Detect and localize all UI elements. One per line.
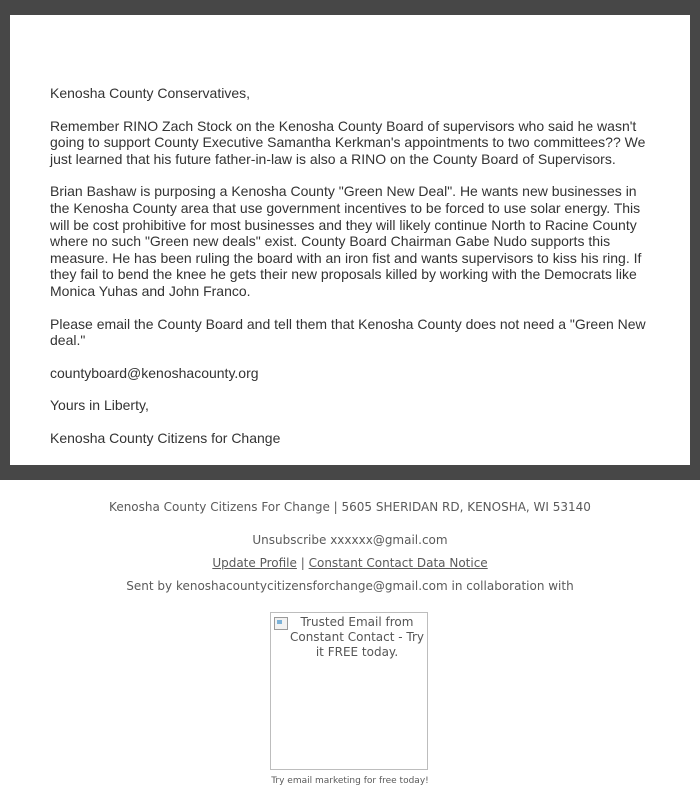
email-message: [50, 85, 652, 463]
unsubscribe-email: xxxxxx@gmail.com: [330, 533, 448, 547]
tagline: Try email marketing for free today!: [271, 776, 429, 786]
email-footer: [0, 480, 700, 810]
sent-by-suffix: in collaboration with: [451, 579, 574, 593]
constant-contact-badge[interactable]: [270, 612, 428, 770]
email-body-card: [10, 15, 690, 465]
signature: Kenosha County Citizens for Change: [50, 429, 281, 446]
update-profile-link[interactable]: Update Profile: [212, 556, 297, 570]
badge-alt-text: Trusted Email from Constant Contact - Try it FREE today.: [289, 615, 424, 659]
unsubscribe-line: [0, 533, 700, 547]
sent-by-line: [0, 579, 700, 593]
unsubscribe-link[interactable]: Unsubscribe: [252, 533, 327, 547]
paragraph-rino: Remember RINO Zach Stock on the Kenosha County Board of supervisors who said he wasn't going to support County Executive Samantha Kerkman's appointments to two committees?? We just learned that his future father-in-law is also a RINO on the County Board of Supervisors.: [50, 117, 646, 167]
contact-email: countyboard@kenoshacounty.org: [50, 364, 259, 381]
footer-links: [0, 556, 700, 570]
data-notice-link[interactable]: Constant Contact Data Notice: [308, 556, 488, 570]
sender-email: kenoshacountycitizensforchange@gmail.com: [175, 579, 448, 593]
sent-by-prefix: Sent by: [126, 579, 173, 593]
salutation: Kenosha County Conservatives,: [50, 85, 250, 101]
closing: Yours in Liberty,: [50, 397, 149, 414]
broken-image-icon: [274, 617, 288, 630]
paragraph-call-to-action: Please email the County Board and tell them that Kenosha County does not need a "Green New deal.": [50, 315, 646, 349]
link-separator: |: [300, 556, 305, 570]
sender-address: Kenosha County Citizens For Change | 5605 SHERIDAN RD, KENOSHA, WI 53140: [109, 500, 591, 514]
paragraph-green-new-deal: Brian Bashaw is purposing a Kenosha County "Green New Deal". He wants new businesses in the Kenosha County area that use government incentives to be forced to use solar energy. This will be cost prohibitive for most businesses and they will likely continue North to Racine County where no such "Green new deals" exist. County Board Chairman Gabe Nudo supports this measure. He has been ruling the board with an iron fist and wants supervisors to kiss his ring. If they fail to bend the knee he gets their new proposals killed by working with the Democrats like Monica Yuhas and John Franco.: [50, 183, 642, 299]
